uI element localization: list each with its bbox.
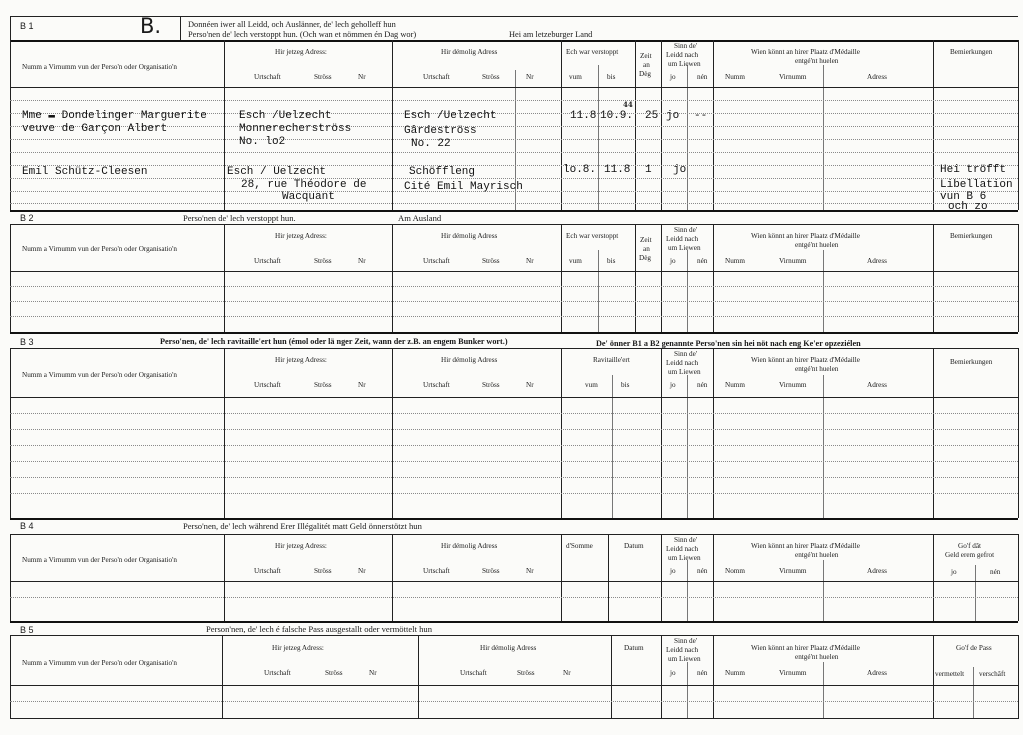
row-former-address: Gârdeströss [404,125,477,137]
col-name: Numm a Virnumm vun der Perso'n oder Organisatio'n [22,659,178,667]
row-current-address: Monnerecherströss [239,123,352,135]
col-remarks: Bemierkungen [950,358,993,366]
header-title-line2: Perso'nen de' lech verstoppt hun. (Och wan et nömmen én Dag wor) [188,30,417,39]
col-alive: Sinn de' [674,42,698,50]
col-locality: Urtschaft [423,567,450,575]
row-former-address: Schöffleng [409,166,476,178]
col-pass-made: verschâft [979,670,1006,678]
col-to: bis [607,73,616,81]
col-time: an [643,245,650,253]
row-yes: jo [673,164,687,176]
col-street: Ströss [314,257,332,265]
col-date: Datum [624,542,644,550]
row-to: 10.9. [600,110,634,122]
section-b4-title: Perso'nen, de' lech während Erer Illégalitét matt Geld önnerstötzt hun [183,521,422,531]
col-alive: Leidd nach [666,359,699,367]
row-from: lo.8. [563,164,597,176]
row-remarks: Hei tröfft [940,164,1007,176]
col-nr: Nr [526,257,534,265]
col-alive: Sinn de' [674,637,698,645]
col-no: nén [697,381,708,389]
row-from: 11.8 [570,110,597,122]
col-street: Ströss [482,381,500,389]
col-medal: entgé'nt huelen [795,551,839,559]
col-alive: um Liewen [668,368,701,376]
row-current-address: 28, rue Théodore de [241,179,367,191]
col-nr: Nr [358,381,366,389]
col-alive: Sinn de' [674,536,698,544]
col-locality: Urtschaft [423,257,450,265]
col-medal: entgé'nt huelen [795,653,839,661]
col-supplied: Ravitaille'ert [593,356,630,364]
col-nr: Nr [526,567,534,575]
col-from: vum [585,381,598,389]
col-from: vum [569,257,582,265]
col-to: bis [607,257,616,265]
col-medal-address: Adress [867,669,887,677]
col-medal-first: Virnumm [779,257,807,265]
col-alive: Leidd nach [666,235,699,243]
col-from: vum [569,73,582,81]
col-medal-address: Adress [867,257,887,265]
col-locality: Urtschaft [254,257,281,265]
col-alive: Sinn de' [674,350,698,358]
col-locality: Urtschaft [264,669,291,677]
col-locality: Urtschaft [460,669,487,677]
section-b2-title: Perso'nen de' lech verstoppt hun. [183,213,296,223]
col-name: Numm a Virnumm vun der Perso'n oder Organisatio'n [22,63,178,71]
col-name: Numm a Virnumm vun der Perso'n oder Organisatio'n [22,371,178,379]
col-pass: Go'f de Pass [956,644,992,652]
section-b3-title-right: De' önner B1 a B2 genannte Perso'nen sin hei nöt nach eng Ke'er opzeziélen [596,339,861,348]
col-money-back: Go'f dât [958,542,982,550]
col-no: nén [990,568,1001,576]
col-yes: jo [670,257,676,265]
col-amount: d'Somme [566,542,593,550]
col-nr: Nr [526,381,534,389]
col-alive: um Liewen [668,554,701,562]
col-street: Ströss [314,73,332,81]
col-medal-address: Adress [867,381,887,389]
row-former-address: Cité Emil Mayrisch [404,181,523,193]
col-locality: Urtschaft [423,73,450,81]
col-nr: Nr [358,257,366,265]
col-nr: Nr [358,567,366,575]
col-name: Numm a Virnumm vun der Perso'n oder Organisatio'n [22,245,178,253]
row-current-address: Esch /Uelzecht [239,110,332,122]
col-medal: entgé'nt huelen [795,57,839,65]
col-alive: um Liewen [668,244,701,252]
row-to-note: 44 [623,100,633,109]
col-current-address: Hir jetzeg Adress: [275,232,327,240]
col-current-address: Hir jetzeg Adress: [272,644,324,652]
col-yes: jo [670,73,676,81]
col-yes: jo [670,567,676,575]
col-medal: entgé'nt huelen [795,365,839,373]
col-medal-address: Adress [867,567,887,575]
row-yes: jo [666,110,680,122]
col-medal-name: Nomm [725,567,745,575]
col-street: Ströss [314,381,332,389]
header-left-border [10,16,11,40]
col-nr: Nr [369,669,377,677]
header-title-line1: Donnéen iwer all Leidd, och Auslänner, de' lech geholleff hun [188,20,396,29]
col-remarks: Bemierkungen [950,48,993,56]
col-locality: Urtschaft [423,381,450,389]
col-to: bis [621,381,630,389]
row-days: 25 [645,110,659,122]
col-alive: Leidd nach [666,545,699,553]
col-nr: Nr [563,669,571,677]
rule [10,16,1018,17]
col-medal-first: Virnumm [779,567,807,575]
row-name: Mme ▬ Dondelinger Marguerite [22,110,207,122]
col-no: nén [697,73,708,81]
header-title-line2-right: Hei am letzeburger Land [509,30,593,39]
col-name: Numm a Virnumm vun der Perso'n oder Organisatio'n [22,556,178,564]
col-street: Ströss [482,567,500,575]
col-locality: Urtschaft [254,73,281,81]
section-b5-title: Person'nen, de' lech é falsche Pass ausgestallt oder vermöttelt hun [206,624,432,634]
col-medal-first: Virnumm [779,669,807,677]
col-street: Ströss [325,669,343,677]
row-current-address: No. lo2 [239,136,286,148]
col-medal: Wien könnt an hirer Plaatz d'Médaille [751,644,860,652]
row-former-address: No. 22 [411,138,451,150]
col-nr: Nr [358,73,366,81]
col-alive: Sinn de' [674,226,698,234]
col-locality: Urtschaft [254,381,281,389]
row-remarks: och zo [948,201,988,213]
col-time: Dèg [639,254,651,262]
col-medal-first: Virnumm [779,73,807,81]
col-medal: entgé'nt huelen [795,241,839,249]
form-letter: B. [140,14,162,38]
col-money-back: Geld erem gefrot [945,551,995,559]
section-b3-label: B 3 [20,337,34,347]
col-no: nén [697,567,708,575]
col-no: nén [697,669,708,677]
section-b1-label: B 1 [20,21,34,31]
col-time: Zeit [640,236,652,244]
col-current-address: Hir jetzeg Adress: [275,48,327,56]
col-pass-given: vermettelt [935,670,965,678]
row-name: veuve de Garçon Albert [22,123,168,135]
row-no: -- [694,110,708,122]
col-current-address: Hir jetzeg Adress: [275,542,327,550]
col-alive: um Liewen [668,60,701,68]
row-remarks: vun B 6 [940,191,987,203]
col-yes: jo [951,568,957,576]
col-medal: Wien könnt an hirer Plaatz d'Médaille [751,542,860,550]
col-former-address: Hir démolig Adress [441,542,498,550]
col-medal-name: Numm [725,381,745,389]
col-former-address: Hir démolig Adress [441,356,498,364]
col-no: nén [697,257,708,265]
section-b5-label: B 5 [20,625,34,635]
col-medal: Wien könnt an hirer Plaatz d'Médaille [751,48,860,56]
col-locality: Urtschaft [254,567,281,575]
rule [10,40,1018,42]
col-street: Ströss [314,567,332,575]
row-former-address: Esch /Uelzecht [404,110,497,122]
col-alive: um Liewen [668,655,701,663]
col-alive: Leidd nach [666,51,699,59]
section-b3-title: Perso'nen, de' lech ravitaille'ert hun (émol oder lä nger Zeit, wann der z.B. an engem Bunker wort.) [160,337,508,346]
col-medal: Wien könnt an hirer Plaatz d'Médaille [751,356,860,364]
col-hidden: Ech war verstoppt [566,232,619,240]
col-time: an [643,61,650,69]
col-hidden: Ech war verstoppt [566,48,619,56]
section-b2-title-right: Am Ausland [398,213,442,223]
col-former-address: Hir démolig Adress [441,48,498,56]
col-alive: Leidd nach [666,646,699,654]
row-to: 11.8 [604,164,631,176]
row-current-address: Esch / Uelzecht [227,166,327,178]
col-medal-name: Numm [725,257,745,265]
header-divider [180,16,181,40]
col-medal-address: Adress [867,73,887,81]
section-b2-label: B 2 [20,213,34,223]
col-date: Datum [624,644,644,652]
col-medal-first: Virnumm [779,381,807,389]
row-current-address: Wacquant [282,191,335,203]
col-medal: Wien könnt an hirer Plaatz d'Médaille [751,232,860,240]
col-yes: jo [670,669,676,677]
row-name: Emil Schütz-Cleesen [22,166,148,178]
col-remarks: Bemierkungen [950,232,993,240]
row-days: 1 [645,164,652,176]
col-street: Ströss [517,669,535,677]
row-remarks: Libellation [940,179,1013,191]
col-nr: Nr [526,73,534,81]
col-former-address: Hir démolig Adress [441,232,498,240]
col-medal-name: Numm [725,73,745,81]
col-yes: jo [670,381,676,389]
col-street: Ströss [482,73,500,81]
col-current-address: Hir jetzeg Adress: [275,356,327,364]
col-medal-name: Numm [725,669,745,677]
section-b4-label: B 4 [20,521,34,531]
col-former-address: Hir démolig Adress [480,644,537,652]
col-street: Ströss [482,257,500,265]
col-time: Zeit [640,52,652,60]
col-time: Dèg [639,70,651,78]
